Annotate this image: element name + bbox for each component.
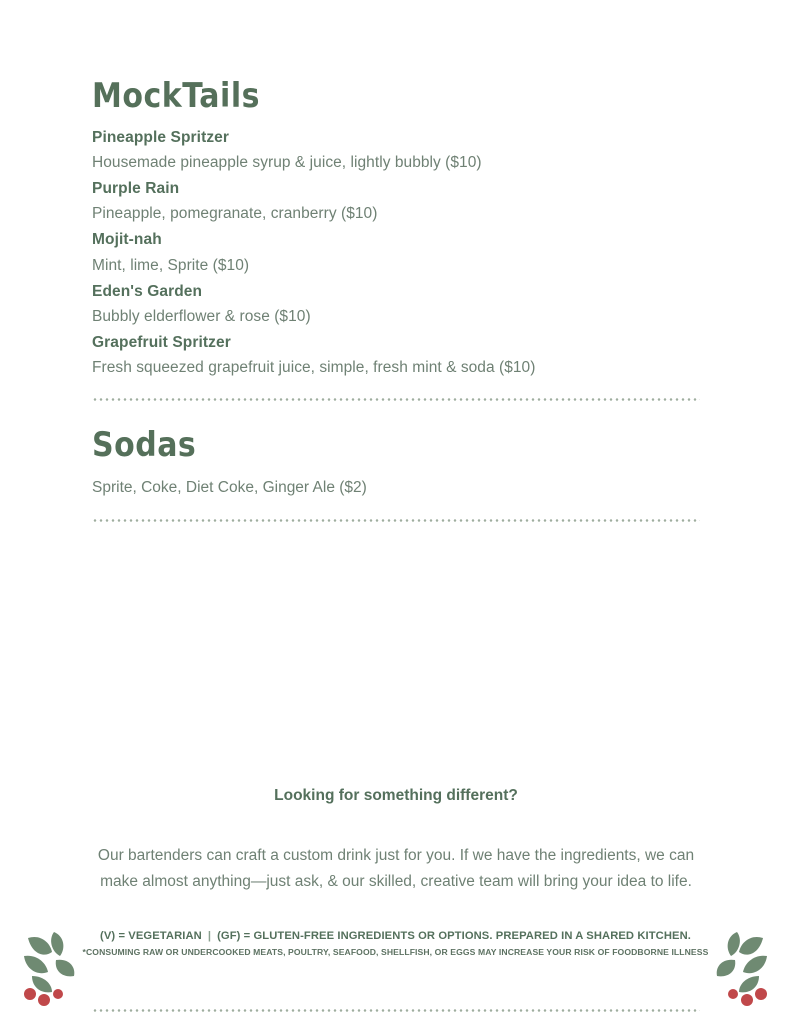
menu-item xyxy=(92,330,700,380)
menu-item xyxy=(92,279,700,329)
item-description: Housemade pineapple syrup & juice, lightly bubbly ($10) xyxy=(92,154,482,172)
footer-legend-line xyxy=(0,930,791,942)
section-title-mocktails: MockTails xyxy=(92,76,260,117)
sodas-list: Sprite, Coke, Diet Coke, Ginger Ale ($2) xyxy=(92,479,367,497)
menu-item xyxy=(92,176,700,226)
item-name: Pineapple Spritzer xyxy=(92,129,230,146)
item-name: Grapefruit Spritzer xyxy=(92,333,231,351)
sodas-section xyxy=(92,427,700,501)
item-name: Purple Rain xyxy=(92,180,180,198)
legend-glutenfree: (GF) = GLUTEN-FREE INGREDIENTS OR OPTIONS. PREPARED IN A SHARED KITCHEN. xyxy=(217,930,691,942)
item-description: Mint, lime, Sprite ($10) xyxy=(92,256,250,274)
section-title-sodas: Sodas xyxy=(92,425,197,466)
closing-body: Our bartenders can craft a custom drink just for you. If we have the ingredients, we can make almost anything—just ask, & our skilled, creative team will bring your idea to life. xyxy=(97,846,695,890)
footer-legend xyxy=(0,930,791,957)
item-description: Fresh squeezed grapefruit juice, simple, fresh mint & soda ($10) xyxy=(92,358,536,376)
item-name: Eden's Garden xyxy=(92,282,203,300)
closing-note xyxy=(92,784,700,895)
dotted-divider xyxy=(92,519,700,522)
footer-disclaimer: *CONSUMING RAW OR UNDERCOOKED MEATS, POULTRY, SEAFOOD, SHELLFISH, OR EGGS MAY INCREASE YOUR RISK OF FOODBORNE ILLNESS xyxy=(82,947,709,957)
menu-item xyxy=(92,125,700,175)
menu-item xyxy=(92,227,700,277)
menu-content xyxy=(92,78,700,522)
footer-dotted-divider xyxy=(92,1009,700,1012)
item-description: Bubbly elderflower & rose ($10) xyxy=(92,307,311,325)
legend-separator: | xyxy=(207,930,212,942)
legend-vegetarian: (V) = VEGETARIAN xyxy=(100,930,202,942)
item-description: Pineapple, pomegranate, cranberry ($10) xyxy=(92,205,378,223)
closing-heading: Looking for something different? xyxy=(274,787,518,804)
item-name: Mojit-nah xyxy=(92,231,162,249)
dotted-divider xyxy=(92,398,700,401)
